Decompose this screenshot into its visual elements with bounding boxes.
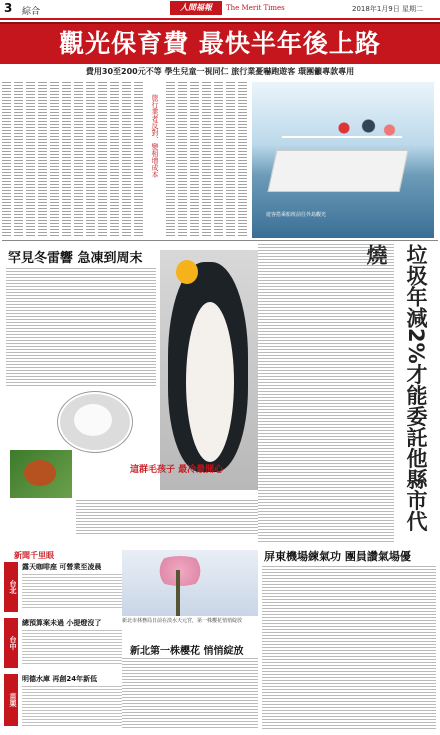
panda-figure	[74, 404, 112, 436]
penguin-photo-caption: 這群毛孩子 最冷最開心	[130, 465, 224, 475]
cherry-blossom-figure	[150, 556, 210, 586]
brief-headline-miaoli: 明德水庫 再創24年新低	[22, 675, 98, 683]
trash-article-body	[258, 244, 394, 544]
brief-region-taipei: 台北	[4, 562, 18, 612]
newspaper-logo-english: The Merit Times	[226, 4, 285, 12]
tree-trunk	[176, 570, 180, 616]
brief-region-miaoli: 苗栗	[4, 674, 18, 726]
section-label: 綜合	[22, 7, 41, 17]
pingtung-headline: 屏東機場練氣功 團員讚氣場優	[264, 550, 411, 563]
main-article-body	[2, 82, 252, 238]
brief-body-taichung	[22, 630, 122, 666]
penguin-headline: 罕見冬雷響 急凍到周末	[8, 251, 143, 266]
section-divider	[2, 240, 438, 241]
cherry-blossom-caption: 新北市林務局日前在淡水天元宮，第一株櫻花悄悄綻放	[122, 618, 243, 624]
tourists-figure	[330, 112, 400, 152]
penguin-article-body	[6, 268, 156, 388]
penguin-belly	[186, 302, 234, 462]
pingtung-article-body	[262, 566, 436, 730]
brief-headline-taichung: 總預算案未過 小提燈沒了	[22, 619, 102, 627]
brief-headline-taipei: 露天咖啡座 可營業至凌晨	[22, 563, 102, 571]
red-panda-figure	[24, 460, 56, 486]
trash-headline: 垃圾年減2%才能委託他縣市代燒	[364, 244, 428, 532]
main-headline-banner	[0, 22, 440, 64]
penguin-caption-body	[76, 500, 258, 536]
article-kicker: 旅行業者反對、變相增成本	[151, 94, 159, 178]
main-headline: 觀光保育費 最快半年後上路	[59, 29, 381, 58]
brief-body-taipei	[22, 574, 122, 610]
main-subheadline: 費用30至200元不等 學生兒童一視同仁 旅行業憂嚇跑遊客 環團籲專款專用	[85, 67, 355, 76]
ferry-deck	[268, 150, 409, 192]
briefs-title: 新聞千里眼	[14, 551, 54, 560]
brief-body-miaoli	[22, 686, 122, 726]
cherry-blossom-headline: 新北第一株櫻花 悄悄綻放	[130, 646, 244, 657]
issue-date: 2018年1月9日 星期二	[352, 5, 423, 13]
cherry-blossom-body	[122, 658, 258, 730]
penguin-head-marking	[176, 260, 198, 284]
brief-region-taichung: 台中	[4, 618, 18, 668]
ferry-photo-caption: 遊客搭乘船班前往外島觀光	[266, 212, 327, 218]
newspaper-logo: 人間福報	[170, 1, 222, 15]
page-number: 3	[4, 1, 13, 15]
